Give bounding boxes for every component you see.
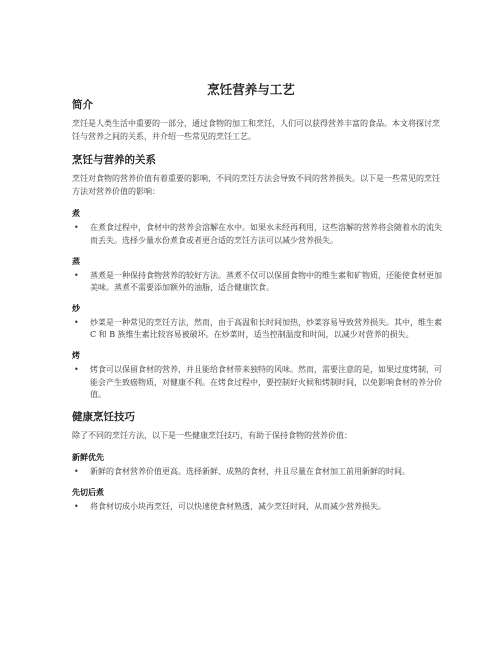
document-content	[72, 98, 444, 522]
method-section-stirfry	[72, 303, 444, 342]
method-heading: 炒	[72, 303, 80, 313]
list-item	[72, 364, 444, 402]
tip-desc: 将食材切成小块再烹饪，可以快速使食材熟透，减少烹饪时间，从而减少营养损失。	[90, 501, 386, 511]
intro-text: 烹饪是人类生活中重要的一部分，通过食物的加工和烹饪，人们可以获得营养丰富的食品。本文将探讨烹饪与营养之间的关系，并介绍一些常见的烹饪工艺。	[72, 119, 440, 141]
tip-heading: 先切后煮	[72, 487, 104, 497]
method-list	[72, 317, 444, 342]
list-item	[72, 466, 444, 479]
bullet-icon: •	[74, 364, 79, 374]
method-section-roast	[72, 350, 444, 402]
tips-heading: 健康烹饪技巧	[72, 410, 135, 423]
list-item	[72, 317, 444, 342]
method-desc: 在煮食过程中，食材中的营养会溶解在水中。如果水未经再利用，这些溶解的营养将会随着水的流失而丢失。选择少量水份煮食或者更合适的烹饪方法可以减少营养损失。	[90, 223, 442, 245]
tip-list	[72, 466, 444, 479]
tip-section-cut	[72, 487, 444, 514]
method-heading: 蒸	[72, 256, 80, 266]
method-list	[72, 270, 444, 295]
method-desc: 蒸煮是一种保持食物营养的较好方法。蒸煮不仅可以保留食物中的维生素和矿物质，还能使食材更加美味。蒸煮不需要添加额外的油脂，适合健康饮食。	[90, 270, 442, 293]
document-title: 烹饪营养与工艺	[207, 82, 295, 97]
method-desc: 炒菜是一种常见的烹饪方法，然而，由于高温和长时间加热，炒菜容易导致营养损失。其中，维生素 C 和 B 族维生素比较容易被破坏。在炒菜时，适当控制温度和时间，以减少对营养的损失。	[90, 317, 442, 340]
method-heading: 烤	[72, 350, 80, 360]
method-section-boil	[72, 208, 444, 247]
method-list	[72, 364, 444, 402]
tip-heading: 新鲜优先	[72, 453, 104, 463]
method-list	[72, 222, 444, 247]
method-heading: 煮	[72, 209, 80, 219]
bullet-icon: •	[74, 467, 79, 477]
bullet-icon: •	[74, 270, 79, 280]
method-desc: 烤食可以保留食材的营养，并且能给食材带来独特的风味。然而，需要注意的是，如果过度烤制，可能会产生致癌物质，对健康不利。在烤食过程中，要控制好火候和烤制时间，以免影响食材的养分价值。	[90, 364, 442, 400]
relation-heading: 烹饪与营养的关系	[72, 154, 156, 167]
bullet-icon: •	[74, 501, 79, 511]
intro-heading: 简介	[72, 99, 93, 111]
tips-text: 除了不同的烹饪方法，以下是一些健康烹饪技巧，有助于保持食物的营养价值：	[72, 430, 352, 440]
list-item	[72, 222, 444, 247]
tip-list	[72, 501, 444, 514]
bullet-icon: •	[74, 317, 79, 327]
tip-desc: 新鲜的食材营养价值更高。选择新鲜、成熟的食材，并且尽量在食材加工前用新鲜的时间。	[90, 467, 410, 477]
list-item	[72, 501, 444, 514]
bullet-icon: •	[74, 223, 79, 233]
method-section-steam	[72, 256, 444, 295]
list-item	[72, 270, 444, 295]
relation-text: 烹饪对食物的营养价值有着重要的影响，不同的烹饪方法会导致不同的营养损失。以下是一些常见的烹饪方法对营养价值的影响：	[72, 174, 440, 196]
tip-section-fresh	[72, 452, 444, 479]
